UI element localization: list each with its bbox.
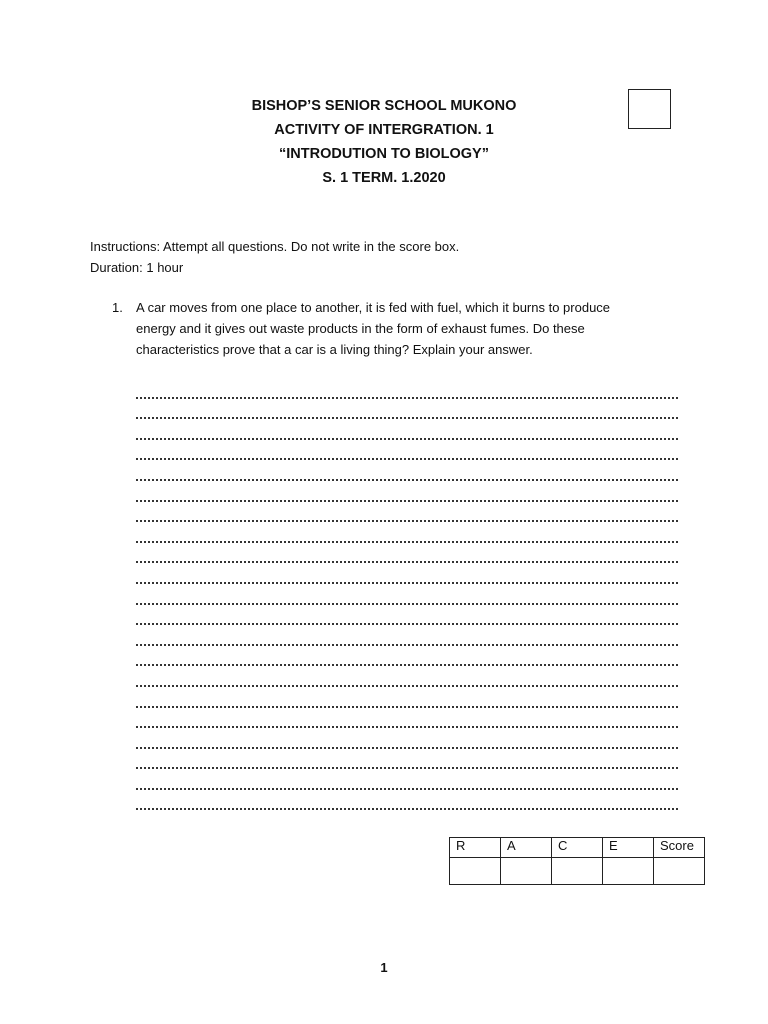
answer-line[interactable] xyxy=(136,522,678,543)
answer-line[interactable] xyxy=(136,502,678,523)
answer-line[interactable] xyxy=(136,563,678,584)
score-header-e: E xyxy=(603,838,654,858)
score-cell-score xyxy=(654,858,705,885)
page-number: 1 xyxy=(380,960,388,975)
score-table-header-row xyxy=(450,838,705,858)
question-number: 1. xyxy=(112,300,123,315)
answer-line[interactable] xyxy=(136,728,678,749)
school-name: BISHOP’S SENIOR SCHOOL MUKONO xyxy=(251,98,517,114)
question-text-line: A car moves from one place to another, it is fed with fuel, which it burns to produce xyxy=(136,300,611,315)
answer-line[interactable] xyxy=(136,666,678,687)
instructions-text: Instructions: Attempt all questions. Do not write in the score box. xyxy=(90,239,460,254)
answer-line[interactable] xyxy=(136,749,678,770)
instructions-block xyxy=(90,236,459,278)
score-cell-r xyxy=(450,858,501,885)
topic-title: “INTRODUTION TO BIOLOGY” xyxy=(279,146,489,162)
score-header-c: C xyxy=(552,838,603,858)
answer-line[interactable] xyxy=(136,481,678,502)
question-1 xyxy=(112,297,672,360)
score-cell-a xyxy=(501,858,552,885)
question-text-line: characteristics prove that a car is a living thing? Explain your answer. xyxy=(136,342,533,357)
answer-line[interactable] xyxy=(136,687,678,708)
score-header-score: Score xyxy=(654,838,705,858)
term-label: S. 1 TERM. 1.2020 xyxy=(322,170,446,186)
score-cell-c xyxy=(552,858,603,885)
answer-line[interactable] xyxy=(136,646,678,667)
answer-line[interactable] xyxy=(136,419,678,440)
answer-line[interactable] xyxy=(136,625,678,646)
answer-line[interactable] xyxy=(136,399,678,420)
question-text xyxy=(136,297,672,360)
answer-line[interactable] xyxy=(136,378,678,399)
answer-line[interactable] xyxy=(136,584,678,605)
score-table xyxy=(449,837,705,885)
answer-line[interactable] xyxy=(136,790,678,811)
duration-text: Duration: 1 hour xyxy=(90,260,184,275)
answer-line[interactable] xyxy=(136,543,678,564)
score-cell-e xyxy=(603,858,654,885)
answer-line[interactable] xyxy=(136,769,678,790)
score-header-a: A xyxy=(501,838,552,858)
score-table-entry-row xyxy=(450,858,705,885)
question-text-line: energy and it gives out waste products in the form of exhaust fumes. Do these xyxy=(136,321,585,336)
activity-title: ACTIVITY OF INTERGRATION. 1 xyxy=(274,122,494,138)
answer-line[interactable] xyxy=(136,708,678,729)
marks-box xyxy=(628,89,671,129)
answer-line[interactable] xyxy=(136,605,678,626)
answer-line[interactable] xyxy=(136,460,678,481)
answer-line[interactable] xyxy=(136,440,678,461)
score-header-r: R xyxy=(450,838,501,858)
answer-lines[interactable] xyxy=(136,378,678,810)
